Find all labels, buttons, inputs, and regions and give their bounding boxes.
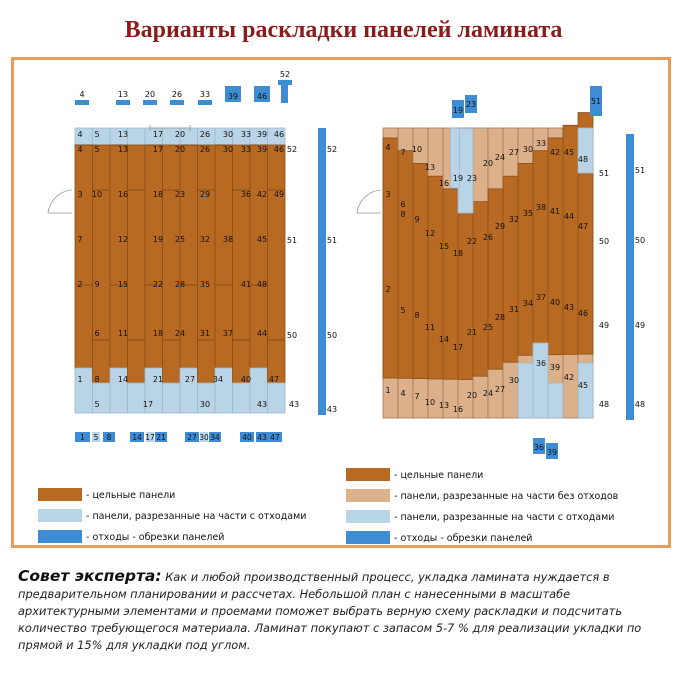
left-panel-number: 13 [117, 130, 129, 139]
right-side-label: 49 [598, 321, 610, 330]
legend-right-item-swatch [346, 531, 390, 544]
left-panel-number: 33 [240, 130, 252, 139]
right-panel-number: 45 [563, 148, 575, 157]
right-panel-number: 33 [535, 139, 547, 148]
left-panel-number: 28 [174, 280, 186, 289]
right-panel-number: 42 [563, 373, 575, 382]
left-panel-number: 10 [91, 190, 103, 199]
right-side-offcut-bar [626, 134, 634, 420]
right-panel-cut-with-waste [533, 343, 548, 418]
right-panel-cut-with-waste [548, 383, 563, 418]
right-panel-whole [383, 138, 398, 378]
right-panel-number: 8 [400, 210, 406, 219]
right-panel-number: 41 [549, 207, 561, 216]
right-side-label: 48 [598, 400, 610, 409]
right-panel-number: 48 [577, 155, 589, 164]
right-panel-number: 13 [424, 163, 436, 172]
left-panel-number: 30 [222, 145, 234, 154]
left-bottom-offcut-label: 34 [210, 433, 220, 442]
right-panel-cut-with-waste [578, 128, 593, 173]
right-panel-number: 30 [522, 145, 534, 154]
right-panel-number: 16 [452, 405, 464, 414]
right-panel-number: 7 [414, 392, 420, 401]
left-panel-number: 18 [152, 329, 164, 338]
right-panel-number: 15 [438, 242, 450, 251]
right-panel-number: 32 [508, 215, 520, 224]
right-panel-whole [563, 125, 578, 354]
left-side-label: 51 [326, 236, 338, 245]
left-panel-number: 27 [184, 375, 196, 384]
left-panel-number: 41 [240, 280, 252, 289]
right-panel-number: 30 [508, 376, 520, 385]
right-panel-number: 7 [400, 148, 406, 157]
left-bottom-offcut-label: 47 [270, 433, 280, 442]
right-side-label: 50 [598, 237, 610, 246]
left-door-arc [48, 190, 72, 213]
left-panel-number: 30 [222, 130, 234, 139]
left-panel-number: 25 [174, 235, 186, 244]
left-side-offcut-bar [318, 128, 326, 415]
legend-right-item-swatch [346, 510, 390, 523]
right-panel-number: 42 [549, 148, 561, 157]
right-panel-whole [473, 202, 488, 377]
right-door-arc [357, 190, 381, 213]
right-panel-number: 2 [385, 285, 391, 294]
left-panel-number: 36 [240, 190, 252, 199]
left-panel-number: 40 [240, 375, 252, 384]
left-panel-number: 13 [117, 145, 129, 154]
left-side-label: 43 [288, 400, 300, 409]
left-top-offcut [198, 100, 212, 105]
left-panel-whole [268, 145, 286, 383]
left-panel-number: 6 [94, 329, 100, 338]
left-top-offcut-label: 20 [144, 90, 156, 99]
left-bottom-offcut-label: 27 [187, 433, 197, 442]
left-panel-number: 35 [199, 280, 211, 289]
right-top-offcut-label: 19 [452, 106, 464, 115]
tip-heading: Совет эксперта: [18, 567, 162, 585]
right-top-offcut-label: 23 [465, 100, 477, 109]
right-panel-number: 44 [563, 212, 575, 221]
right-panel-whole [518, 163, 533, 355]
expert-tip [18, 568, 673, 654]
left-panel-number: 21 [152, 375, 164, 384]
left-bottom-offcut-label: 43 [257, 433, 267, 442]
right-panel-number: 18 [452, 249, 464, 258]
left-panel-number: 4 [77, 145, 83, 154]
left-panel-number: 20 [174, 130, 186, 139]
left-top-offcut-label: 4 [79, 90, 85, 99]
left-side-label: 43 [326, 405, 338, 414]
left-panel-number: 11 [117, 329, 129, 338]
left-panel-number: 42 [256, 190, 268, 199]
legend-left-item-text: - цельные панели [86, 490, 176, 501]
right-panel-number: 24 [494, 153, 506, 162]
right-panel-number: 19 [452, 174, 464, 183]
left-panel-bottom-cap [163, 383, 181, 413]
left-side-label: 50 [286, 331, 298, 340]
page-title: Варианты раскладки панелей ламината [124, 17, 563, 43]
right-panel-number: 38 [535, 203, 547, 212]
right-bottom-offcut-label: 39 [546, 448, 558, 457]
right-panel-whole [488, 189, 506, 369]
left-panel-number: 38 [222, 235, 234, 244]
right-panel-number: 27 [494, 385, 506, 394]
left-panel-whole [128, 145, 146, 383]
right-panel-number: 11 [424, 323, 436, 332]
left-bottom-offcut-label: 1 [80, 433, 85, 442]
left-panel-number: 49 [273, 190, 285, 199]
left-panel-number: 20 [174, 145, 186, 154]
left-bottom-offcut-label: 17 [145, 433, 155, 442]
left-top-offcut [281, 85, 288, 103]
right-panel-number: 6 [400, 200, 406, 209]
tip-text: Как и любой производственный процесс, укладка ламината нуждается в предварительном планировании и рассчетах. Небольшой план с нанесенными в масштабе архитектурными элементами и проемами поможет выбрать верную схему раскладки и подсчитать количество требующегося материала. Ламинат покупают с запасом 5-7 % для реализации укладки по прямой и 15% для укладки под углом. [18, 570, 642, 652]
left-bottom-offcut-label: 5 [93, 433, 99, 442]
left-panel-whole [198, 145, 216, 383]
left-panel-number: 37 [222, 329, 234, 338]
left-top-offcut [278, 80, 292, 85]
left-bottom-offcut-label: 8 [106, 433, 112, 442]
left-top-offcut-label: 33 [199, 90, 211, 99]
right-panel-whole [398, 151, 413, 379]
left-top-offcut [116, 100, 130, 105]
legend-right-item-swatch [346, 468, 390, 481]
right-side-label: 48 [634, 400, 646, 409]
left-panel-number: 39 [256, 130, 268, 139]
left-side-label: 52 [286, 145, 298, 154]
left-panel-whole [93, 145, 111, 383]
left-panel-number: 33 [240, 145, 252, 154]
left-panel-number: 7 [77, 235, 83, 244]
right-bottom-offcut-label: 36 [533, 443, 545, 452]
right-panel-whole [533, 151, 548, 355]
right-panel-number: 10 [411, 145, 423, 154]
left-panel-number: 30 [199, 400, 211, 409]
left-panel-number: 1 [77, 375, 83, 384]
right-panel-number: 10 [424, 398, 436, 407]
right-panel-number: 26 [482, 233, 494, 242]
left-panel-number: 17 [152, 145, 164, 154]
left-panel-number: 22 [152, 280, 164, 289]
right-panel-number: 40 [549, 298, 561, 307]
right-panel-cut-with-waste [458, 128, 473, 213]
left-panel-number: 26 [199, 145, 211, 154]
left-panel-number: 17 [152, 130, 164, 139]
left-panel-number: 16 [117, 190, 129, 199]
right-panel-number: 1 [385, 386, 391, 395]
right-panel-number: 43 [563, 303, 575, 312]
right-panel-number: 12 [424, 229, 436, 238]
right-side-label: 49 [634, 321, 646, 330]
left-top-offcut [170, 100, 184, 105]
right-panel-number: 4 [400, 389, 406, 398]
legend-right-item-text: - отходы - обрезки панелей [394, 533, 533, 544]
right-side-label: 51 [598, 169, 610, 178]
left-top-offcut-label: 46 [256, 92, 268, 101]
right-panel-whole [413, 163, 428, 378]
left-panel-number: 45 [256, 235, 268, 244]
right-panel-number: 9 [414, 215, 420, 224]
left-bottom-offcut-label: 21 [156, 433, 166, 442]
right-panel-number: 25 [482, 323, 494, 332]
right-side-label: 50 [634, 236, 646, 245]
left-panel-number: 31 [199, 329, 211, 338]
left-bottom-offcut-label: 14 [132, 433, 142, 442]
left-panel-number: 29 [199, 190, 211, 199]
right-panel-number: 45 [577, 381, 589, 390]
left-panel-number: 43 [256, 400, 268, 409]
left-bottom-offcut-label: 30 [199, 433, 209, 442]
right-panel-whole [458, 202, 473, 380]
right-panel-number: 37 [535, 293, 547, 302]
right-panel-whole [428, 176, 443, 379]
left-panel-bottom-cap [268, 383, 286, 413]
legend-left-item-text: - отходы - обрезки панелей [86, 532, 225, 543]
legend-left-item-swatch [38, 488, 82, 501]
right-panel-number: 16 [438, 179, 450, 188]
left-top-offcut-label: 52 [279, 70, 291, 79]
right-panel-number: 35 [522, 209, 534, 218]
left-panel-number: 39 [256, 145, 268, 154]
right-panel-whole [503, 176, 518, 362]
left-panel-number: 4 [77, 130, 83, 139]
left-panel-number: 17 [142, 400, 154, 409]
left-panel-number: 24 [174, 329, 186, 338]
left-panel-number: 2 [77, 280, 83, 289]
left-panel-number: 12 [117, 235, 129, 244]
legend-left-item-swatch [38, 509, 82, 522]
right-panel-number: 3 [385, 190, 391, 199]
legend-right-item-swatch [346, 489, 390, 502]
left-panel-number: 46 [273, 145, 285, 154]
left-panel-number: 47 [268, 375, 280, 384]
left-panel-number: 18 [152, 190, 164, 199]
left-panel-number: 32 [199, 235, 211, 244]
left-panel-bottom-cap [233, 383, 251, 413]
left-top-offcut [143, 100, 157, 105]
left-side-label: 51 [286, 236, 298, 245]
right-panel-number: 20 [482, 159, 494, 168]
left-top-offcut-label: 26 [171, 90, 183, 99]
right-panel-number: 27 [508, 148, 520, 157]
right-panel-number: 8 [414, 311, 420, 320]
left-panel-number: 5 [94, 145, 100, 154]
legend-right-item-text: - панели, разрезанные на части без отходов [394, 491, 619, 502]
left-panel-number: 19 [152, 235, 164, 244]
left-top-offcut-label: 13 [117, 90, 129, 99]
right-panel-whole [548, 138, 563, 355]
legend-left-item-text: - панели, разрезанные на части с отходами [86, 511, 307, 522]
left-panel-top-cap [128, 128, 146, 145]
right-panel-number: 5 [400, 306, 406, 315]
left-panel-number: 44 [256, 329, 268, 338]
right-panel-number: 28 [494, 313, 506, 322]
right-top-offcut-label: 51 [590, 97, 602, 106]
right-panel-number: 47 [577, 222, 589, 231]
right-panel-number: 36 [535, 359, 547, 368]
right-side-label: 51 [634, 166, 646, 175]
left-panel-number: 48 [256, 280, 268, 289]
right-panel-number: 20 [466, 391, 478, 400]
left-panel-number: 15 [117, 280, 129, 289]
legend-right-item-text: - панели, разрезанные на части с отходами [394, 512, 615, 523]
left-panel-number: 5 [94, 130, 100, 139]
right-panel-number: 21 [466, 328, 478, 337]
right-panel-cut-with-waste [578, 363, 593, 418]
left-panel-number: 9 [94, 280, 100, 289]
left-panel-number: 5 [94, 400, 100, 409]
left-panel-number: 3 [77, 190, 83, 199]
left-top-offcut-label: 39 [227, 92, 239, 101]
left-panel-number: 23 [174, 190, 186, 199]
left-panel-whole [75, 145, 93, 368]
left-panel-whole [163, 145, 181, 383]
right-panel-number: 24 [482, 389, 494, 398]
right-panel-number: 39 [549, 363, 561, 372]
right-panel-number: 22 [466, 237, 478, 246]
left-panel-whole [233, 145, 251, 383]
right-panel-number: 34 [522, 299, 534, 308]
right-panel-number: 13 [438, 401, 450, 410]
right-panel-number: 46 [577, 309, 589, 318]
right-panel-number: 31 [508, 305, 520, 314]
right-panel-cut-with-waste [518, 363, 533, 418]
left-panel-number: 8 [94, 375, 100, 384]
left-panel-number: 26 [199, 130, 211, 139]
left-side-label: 50 [326, 331, 338, 340]
left-panel-number: 14 [117, 375, 129, 384]
left-bottom-offcut-label: 40 [242, 433, 252, 442]
right-panel-number: 14 [438, 335, 450, 344]
left-side-label: 52 [326, 145, 338, 154]
legend-left-item-swatch [38, 530, 82, 543]
left-top-offcut [75, 100, 89, 105]
right-panel-number: 29 [494, 222, 506, 231]
right-panel-number: 17 [452, 343, 464, 352]
right-panel-number: 23 [466, 174, 478, 183]
legend-right-item-text: - цельные панели [394, 470, 484, 481]
right-panel-number: 4 [385, 143, 391, 152]
left-panel-number: 46 [273, 130, 285, 139]
left-panel-number: 34 [212, 375, 224, 384]
